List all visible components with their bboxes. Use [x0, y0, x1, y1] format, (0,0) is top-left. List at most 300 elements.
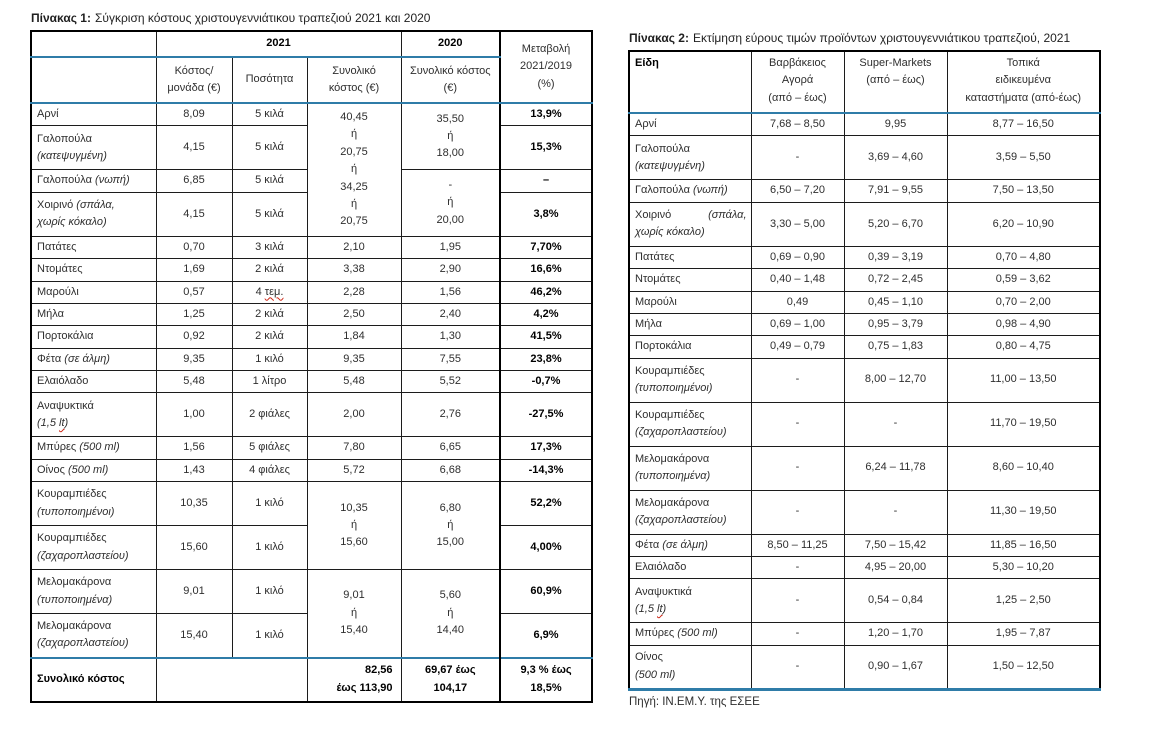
line	[951, 294, 1097, 311]
text: ειδικευμένα	[995, 74, 1051, 87]
text: Γαλοπούλα	[37, 132, 92, 145]
text: Κουραμπιέδες	[635, 408, 705, 421]
text: 1 λίτρο	[252, 375, 287, 387]
cell	[751, 113, 844, 136]
change	[500, 170, 592, 192]
line	[236, 406, 304, 423]
cell	[751, 446, 844, 490]
line	[405, 517, 497, 534]
cell	[156, 437, 232, 459]
text: Χοιρινό	[635, 208, 672, 221]
text: (ζαχαροπλαστείου)	[37, 549, 129, 562]
text: (500 ml)	[677, 627, 718, 640]
cell	[947, 113, 1100, 136]
product-name	[31, 393, 156, 437]
cell	[844, 246, 947, 268]
text: 2 κιλά	[255, 330, 284, 343]
line	[848, 72, 944, 89]
cell	[232, 459, 307, 481]
product-name	[31, 126, 156, 170]
text: 0,95 – 3,79	[867, 317, 924, 330]
line	[311, 306, 398, 323]
text: 5,48	[343, 375, 365, 387]
line	[160, 351, 229, 368]
change	[500, 326, 592, 348]
product-row	[31, 103, 592, 126]
cell	[307, 236, 401, 258]
text: Αρνί	[635, 118, 657, 130]
product-row	[31, 371, 592, 393]
line	[755, 625, 841, 642]
line	[236, 206, 304, 223]
text: 2021/2019	[520, 60, 573, 73]
cell	[751, 557, 844, 579]
text: 20,00	[436, 213, 465, 226]
line	[236, 439, 304, 456]
line	[951, 216, 1097, 233]
text: (500 ml)	[67, 463, 109, 476]
line	[405, 35, 497, 52]
text: -	[795, 627, 800, 640]
line	[37, 592, 152, 609]
text: 9,95	[884, 118, 907, 130]
cell	[401, 348, 500, 370]
text: 1,20 – 1,70	[867, 627, 924, 640]
text: 5,60	[439, 589, 461, 602]
change	[500, 570, 592, 614]
line	[951, 338, 1097, 355]
line	[405, 212, 497, 229]
text: (τυποποιημένοι)	[37, 505, 115, 518]
text: Ποσότητα	[245, 73, 294, 86]
line	[504, 351, 588, 368]
text: 40,45	[340, 111, 368, 124]
cell	[751, 269, 844, 291]
text: Φέτα	[37, 352, 65, 365]
line	[311, 373, 398, 390]
line	[848, 338, 944, 355]
product-name	[629, 269, 751, 291]
text: 2,10	[343, 240, 365, 253]
text: Μελομακάρονα	[635, 452, 710, 465]
line	[504, 406, 588, 423]
line	[504, 539, 588, 556]
line	[405, 261, 497, 278]
cell	[307, 371, 401, 393]
change	[500, 303, 592, 325]
product-name	[629, 336, 751, 358]
text: ή	[447, 196, 454, 209]
line	[405, 80, 497, 97]
cell	[401, 437, 500, 459]
product-name	[31, 281, 156, 303]
line	[236, 627, 304, 644]
cell	[232, 348, 307, 370]
line	[405, 500, 497, 517]
text: lt	[59, 416, 65, 429]
table2-block	[628, 31, 1101, 708]
line	[405, 351, 497, 368]
line	[755, 116, 841, 133]
text: -	[795, 594, 800, 607]
col-group-2020	[401, 31, 500, 57]
cell	[401, 459, 500, 481]
total-2020	[401, 570, 500, 658]
text: 6,85	[183, 174, 205, 187]
line	[37, 671, 152, 688]
text: χωρίς κόκαλο)	[37, 216, 107, 229]
line	[635, 495, 747, 512]
cell	[751, 579, 844, 623]
header-row	[31, 31, 592, 57]
table2-title-label: Πίνακας 2:	[629, 31, 689, 45]
line	[635, 249, 747, 266]
text: έως 113,90	[336, 681, 393, 694]
product-name	[629, 358, 751, 402]
line	[160, 306, 229, 323]
text: 41,5%	[530, 330, 562, 343]
line	[848, 371, 944, 388]
product-row	[629, 490, 1100, 534]
line	[951, 459, 1097, 476]
total-2021	[307, 103, 401, 236]
text: -	[795, 561, 800, 573]
line	[848, 625, 944, 642]
cell	[232, 393, 307, 437]
text: 1,84	[343, 330, 365, 343]
grand-total-change	[500, 658, 592, 702]
text: 11,70 – 19,50	[990, 417, 1057, 430]
product-row	[629, 313, 1100, 335]
text: Γαλοπούλα	[635, 142, 690, 155]
text: 1 κιλό	[255, 584, 284, 597]
text: (από – έως)	[768, 91, 827, 104]
text: 9,01	[183, 584, 205, 597]
text: Κουραμπιέδες	[37, 488, 107, 501]
text: 60,9%	[530, 584, 562, 597]
line	[405, 605, 497, 622]
text: ή	[350, 163, 358, 176]
line	[37, 131, 152, 148]
cell	[232, 570, 307, 614]
text: 2,76	[439, 408, 461, 421]
text: 15,40	[340, 624, 368, 637]
cell	[156, 236, 232, 258]
product-name	[31, 614, 156, 658]
text: 15,60	[340, 536, 368, 549]
cell	[307, 259, 401, 281]
cell	[401, 259, 500, 281]
line	[951, 371, 1097, 388]
text: 3 κιλά	[255, 240, 284, 253]
cell	[307, 393, 401, 437]
table1-title	[31, 11, 593, 26]
product-name	[31, 303, 156, 325]
change	[500, 126, 592, 170]
product-name	[629, 136, 751, 180]
product-row	[629, 136, 1100, 180]
cell	[844, 534, 947, 556]
text: (σπάλα,	[708, 208, 747, 221]
text: 0,70 – 2,00	[995, 295, 1051, 308]
text: Πατάτες	[635, 250, 675, 263]
cell	[156, 482, 232, 526]
text: 1 κιλό	[255, 540, 284, 553]
text: 6,50 – 7,20	[769, 184, 826, 197]
text: (1,5	[635, 602, 658, 615]
text: 0,39 – 3,19	[867, 250, 924, 263]
line	[405, 239, 497, 256]
line	[37, 261, 152, 278]
line	[160, 80, 229, 97]
cell	[232, 236, 307, 258]
change	[500, 526, 592, 570]
text: 11,00 – 13,50	[990, 373, 1057, 386]
line	[405, 111, 497, 128]
cell	[947, 358, 1100, 402]
text: χωρίς κόκαλο)	[635, 226, 705, 239]
cell	[232, 437, 307, 459]
text: -	[893, 505, 898, 518]
product-name	[31, 570, 156, 614]
cell	[401, 371, 500, 393]
text: Οίνος	[635, 651, 663, 664]
cell	[232, 126, 307, 170]
line	[951, 149, 1097, 166]
text: 0,92	[183, 330, 205, 343]
cell	[751, 136, 844, 180]
text: (τυποποιημένα)	[635, 470, 711, 483]
text: Κουραμπιέδες	[37, 532, 107, 545]
line	[951, 271, 1097, 288]
cell	[307, 281, 401, 303]
text: 23,8%	[530, 352, 562, 365]
line	[504, 328, 588, 345]
text: Τοπικά	[1006, 57, 1040, 69]
line	[504, 172, 588, 189]
line	[311, 239, 398, 256]
line	[37, 239, 152, 256]
text: 1,69	[183, 263, 205, 276]
line	[504, 439, 588, 456]
line	[504, 76, 588, 93]
col-group-2021	[156, 31, 401, 57]
line	[951, 537, 1097, 554]
line	[635, 537, 747, 554]
product-name	[629, 313, 751, 335]
line	[405, 622, 497, 639]
product-name	[31, 170, 156, 192]
cell	[844, 336, 947, 358]
line	[635, 407, 747, 424]
text: 1,95	[439, 240, 461, 253]
text: 20,75	[340, 215, 368, 228]
cell	[947, 579, 1100, 623]
line	[311, 63, 398, 80]
text: ή	[350, 518, 358, 531]
line	[755, 72, 841, 89]
line	[504, 306, 588, 323]
text: 3,8%	[533, 207, 559, 220]
line	[160, 627, 229, 644]
text: 5 κιλά	[255, 207, 284, 220]
text: 104,17	[433, 681, 468, 694]
text: 5,20 – 6,70	[867, 217, 924, 230]
cell	[844, 402, 947, 446]
line	[405, 587, 497, 604]
text: Ντομάτες	[635, 273, 681, 286]
line	[37, 574, 152, 591]
product-row	[629, 557, 1100, 579]
line	[504, 41, 588, 58]
text: Μαρούλι	[635, 295, 677, 308]
table2-title	[629, 31, 1101, 46]
cell	[232, 371, 307, 393]
line	[951, 90, 1097, 107]
text: (500 ml)	[635, 668, 676, 681]
text: Μελομακάρονα	[635, 496, 710, 509]
line	[160, 406, 229, 423]
line	[635, 559, 747, 576]
line	[311, 109, 398, 126]
line	[311, 144, 398, 161]
text: μονάδα (€)	[167, 82, 221, 94]
text: 2 φιάλες	[249, 408, 290, 421]
text: ή	[447, 606, 454, 619]
line	[635, 363, 747, 380]
col-header-local-shops	[947, 51, 1100, 113]
line	[755, 537, 841, 554]
product-row	[31, 281, 592, 303]
line	[37, 148, 152, 165]
cell	[947, 645, 1100, 689]
product-row	[629, 180, 1100, 202]
product-name	[629, 623, 751, 645]
line	[848, 294, 944, 311]
line	[37, 635, 152, 652]
change	[500, 482, 592, 526]
line	[311, 534, 398, 551]
cell	[401, 303, 500, 325]
line	[848, 149, 944, 166]
text: 6,20 – 10,90	[992, 217, 1054, 230]
product-name	[629, 180, 751, 202]
totals-row	[31, 658, 592, 702]
cell	[947, 136, 1100, 180]
line	[848, 658, 944, 675]
text: Συνολικό	[332, 64, 376, 77]
change	[500, 281, 592, 303]
line	[848, 316, 944, 333]
text: 1,95 – 7,87	[995, 627, 1051, 640]
change	[500, 236, 592, 258]
text: ή	[350, 606, 358, 619]
col-header-varvakios	[751, 51, 844, 113]
line	[848, 459, 944, 476]
line	[37, 106, 152, 123]
text: 4,95 – 20,00	[864, 561, 927, 573]
change	[500, 259, 592, 281]
cell	[307, 459, 401, 481]
line	[37, 306, 152, 323]
text: 9,35	[183, 352, 205, 365]
line	[311, 126, 398, 143]
text: 7,80	[343, 441, 365, 454]
cell	[232, 303, 307, 325]
text: ή	[447, 518, 454, 531]
text: Μπύρες	[635, 627, 678, 640]
cell	[232, 192, 307, 236]
cell	[307, 303, 401, 325]
text: 15,60	[180, 540, 208, 553]
cell	[156, 459, 232, 481]
text: 7,70%	[530, 240, 562, 253]
line	[311, 351, 398, 368]
cell	[401, 281, 500, 303]
cell	[844, 490, 947, 534]
header-row	[629, 51, 1100, 113]
line	[635, 667, 747, 684]
line	[405, 662, 497, 679]
cell	[232, 326, 307, 348]
text: Μπύρες	[37, 441, 80, 454]
line	[311, 622, 398, 639]
text: 16,6%	[530, 263, 562, 276]
text: Ντομάτες	[37, 263, 83, 276]
text: (%)	[537, 77, 555, 90]
product-name	[629, 446, 751, 490]
product-row	[629, 202, 1100, 246]
line	[160, 261, 229, 278]
cell	[751, 313, 844, 335]
line	[37, 284, 152, 301]
text: 7,50 – 13,50	[992, 184, 1054, 197]
line	[504, 627, 588, 644]
text: 0,98 – 4,90	[995, 317, 1051, 330]
cost-comparison-table	[30, 30, 593, 703]
text: 5,52	[439, 375, 461, 387]
text: 8,50 – 11,25	[767, 538, 828, 551]
line	[635, 380, 747, 397]
line	[635, 141, 747, 158]
text: 0,49	[786, 295, 809, 308]
line	[311, 439, 398, 456]
text: -0,7%	[531, 375, 561, 387]
text: 0,70	[183, 240, 205, 253]
cell	[156, 614, 232, 658]
cell	[844, 579, 947, 623]
line	[504, 139, 588, 156]
text: 3,69 – 4,60	[867, 151, 924, 164]
text: κόστος (€)	[328, 82, 380, 94]
line	[236, 106, 304, 123]
text: Ελαιόλαδο	[37, 375, 89, 387]
line	[236, 583, 304, 600]
line	[848, 271, 944, 288]
cell	[156, 170, 232, 192]
line	[635, 424, 747, 441]
cell	[751, 202, 844, 246]
line	[37, 486, 152, 503]
text: 2,40	[439, 307, 461, 320]
text: (τυποποιημένα)	[37, 593, 113, 606]
line	[37, 373, 152, 390]
col-header-quantity	[232, 57, 307, 103]
text: 6,65	[439, 441, 461, 454]
line	[848, 55, 944, 72]
line	[635, 158, 747, 175]
cell	[844, 269, 947, 291]
